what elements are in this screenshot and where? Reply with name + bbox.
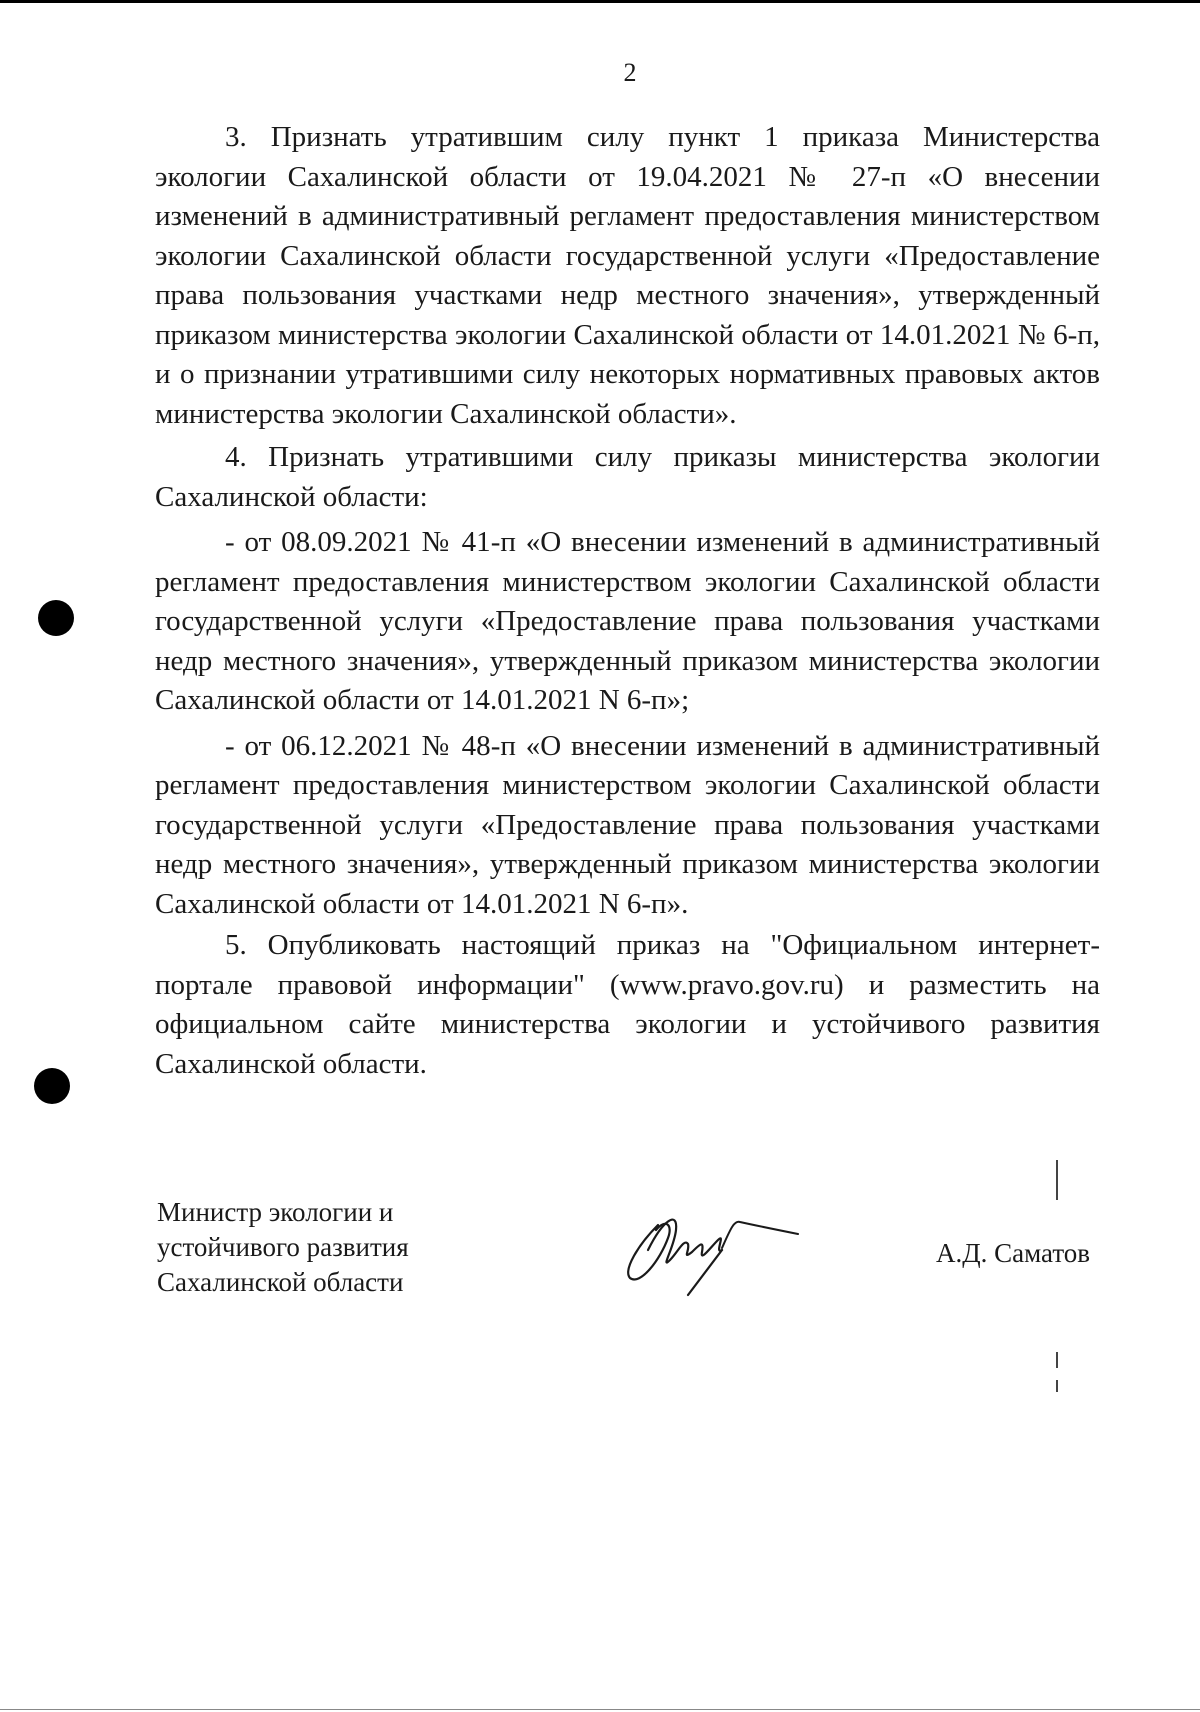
paragraph-5: 5. Опубликовать настоящий приказ на "Официальном интернет-портале правовой информации" (www.pravo.gov.ru) и разместить на официальном сайте министерства экологии и устойчивого развития Сахалинской области. <box>155 929 1100 1080</box>
punch-hole-mark <box>38 600 74 636</box>
signatory-title-line: Министр экологии и <box>157 1197 394 1227</box>
signatory-name: А.Д. Саматов <box>936 1238 1091 1268</box>
punch-hole-mark <box>34 1068 70 1104</box>
paragraph-4-item-1: - от 08.09.2021 № 41-п «О внесении изменений в административный регламент предоставления министерством экологии Сахалинской области государственной услуги «Предоставление права пользования участками недр местного значения», утвержденный приказом министерства экологии Сахалинской области от 14.01.2021 N 6-п»; <box>155 526 1100 716</box>
page-top-edge <box>0 0 1200 3</box>
scan-artifact-line <box>1056 1352 1058 1368</box>
page-number: 2 <box>623 58 637 87</box>
signatory-title <box>157 1195 409 1300</box>
scan-artifact-line <box>1056 1380 1058 1392</box>
signatory-title-line: устойчивого развития <box>157 1232 409 1262</box>
paragraph-4: 4. Признать утратившими силу приказы министерства экологии Сахалинской области: <box>155 441 1100 513</box>
document-body <box>155 118 1100 1084</box>
paragraph-3: 3. Признать утратившим силу пункт 1 приказа Министерства экологии Сахалинской области от 19.04.2021 № 27-п «О внесении изменений в административный регламент предоставления министерством экологии Сахалинской области государственной услуги «Предоставление права пользования участками недр местного значения», утвержденный приказом министерства экологии Сахалинской области от 14.01.2021 № 6-п, и о признании утратившими силу некоторых нормативных правовых актов министерства экологии Сахалинской области». <box>155 121 1100 430</box>
handwritten-signature <box>618 1200 818 1300</box>
scan-artifact-line <box>1056 1160 1058 1200</box>
signatory-title-line: Сахалинской области <box>157 1267 404 1297</box>
paragraph-4-item-2: - от 06.12.2021 № 48-п «О внесении изменений в административный регламент предоставления министерством экологии Сахалинской области государственной услуги «Предоставление права пользования участками недр местного значения», утвержденный приказом министерства экологии Сахалинской области от 14.01.2021 N 6-п». <box>155 729 1100 920</box>
page-bottom-edge <box>0 1709 1200 1710</box>
